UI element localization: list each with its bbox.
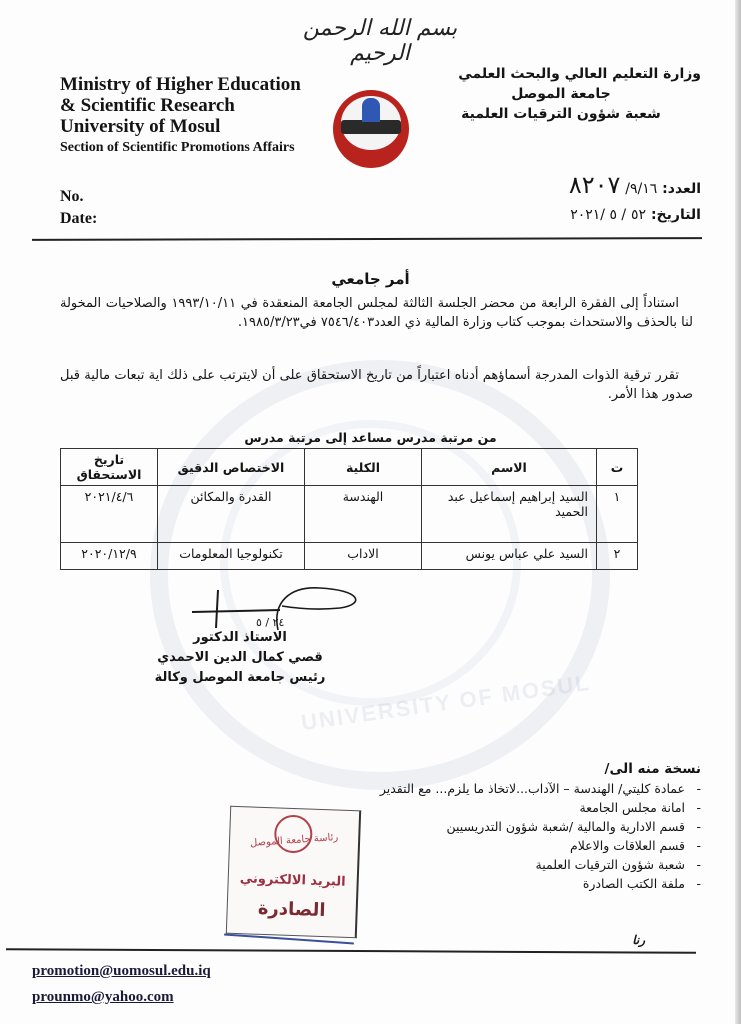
basmala: بسم الله الرحمن الرحيم: [302, 16, 458, 66]
table-caption: من مرتبة مدرس مساعد إلى مرتبة مدرس: [244, 430, 497, 445]
page-edge: [735, 0, 741, 1024]
cell-number: ٢: [597, 543, 638, 570]
cell-college: الهندسة: [305, 486, 422, 543]
university-logo: [333, 90, 409, 168]
copy-recipient: - قسم الادارية والمالية /شعبة شؤون التدريسيين: [251, 817, 701, 836]
footer-contacts: [32, 958, 211, 1010]
cell-number: ١: [597, 486, 638, 543]
col-specialty: الاختصاص الدقيق: [158, 449, 305, 486]
number-label-en: No.: [60, 188, 84, 205]
table-header-row: [61, 449, 638, 486]
cell-name: السيد إبراهيم إسماعيل عبد الحميد: [422, 486, 597, 543]
date-handwritten: ٥٢: [631, 207, 647, 223]
signatory-position: رئيس جامعة الموصل وكالة: [154, 670, 326, 685]
table-row: [61, 543, 638, 570]
cell-specialty: تكنولوجيا المعلومات: [158, 543, 305, 570]
signatory-title: الاستاذ الدكتور: [193, 630, 287, 645]
logo-tower: [362, 98, 380, 122]
number-handwritten: ٨٢٠٧: [568, 171, 621, 199]
section-name-ar: شعبة شؤون الترقيات العلمية: [461, 106, 661, 122]
outgoing-mail-stamp: [226, 806, 361, 938]
date-label-en: Date:: [60, 210, 98, 227]
cell-name: السيد علي عباس يونس: [422, 543, 597, 570]
copy-recipient: - ملفة الكتب الصادرة: [251, 874, 701, 893]
email-link-promotion[interactable]: promotion@uomosul.edu.iq: [32, 963, 211, 979]
copy-recipient: - شعبة شؤون الترقيات العلمية: [251, 855, 701, 874]
arabic-letterhead: [421, 64, 701, 124]
ministry-name-en: Ministry of Higher Education: [60, 74, 301, 95]
watermark-text: UNIVERSITY OF MOSUL: [299, 669, 593, 736]
university-name-en: University of Mosul: [60, 116, 221, 137]
header-divider: [32, 237, 702, 241]
col-name: الاسم: [422, 449, 597, 486]
col-number: ت: [597, 449, 638, 486]
signatory-name: قصي كمال الدين الاحمدي: [157, 650, 323, 665]
document-title: أمر جامعي: [331, 270, 410, 288]
date-row: [569, 202, 701, 228]
reference-labels-en: [60, 186, 97, 230]
copies-heading: نسخة منه الى/: [604, 761, 701, 777]
stamp-arc-text: رئاسة جامعة الموصل: [249, 831, 339, 850]
cell-specialty: القدرة والمكائن: [158, 486, 305, 543]
cell-college: الاداب: [305, 543, 422, 570]
date-printed: / ٥ /٢٠٢١: [570, 207, 627, 223]
handwritten-signature: [190, 582, 370, 632]
number-label-ar: العدد:: [662, 181, 701, 197]
university-name-ar: جامعة الموصل: [511, 86, 611, 102]
number-row: [569, 172, 701, 202]
ministry-name-en-cont: & Scientific Research: [60, 95, 235, 116]
email-link-yahoo[interactable]: prounmo@yahoo.com: [32, 989, 174, 1005]
paragraph-decision: تقرر ترقية الذوات المدرجة أسماؤهم أدناه اعتباراً من تاريخ الاستحقاق على أن لايترتب على ذلك اية تبعات مالية قبل صدور هذا الأمر.: [60, 368, 693, 402]
cell-due-date: ٢٠٢٠/١٢/٩: [61, 543, 158, 570]
copy-recipient: - عمادة كليتي/ الهندسة – الآداب...لاتخاذ ما يلزم... مع التقدير: [251, 779, 701, 798]
number-printed: ٩/١٦/: [625, 181, 658, 197]
signatory-block: [150, 628, 330, 688]
paragraph-authority: استناداً إلى الفقرة الرابعة من محضر الجلسة الثالثة لمجلس الجامعة المنعقدة في ١٩٩٣/١٠/١١ والصلاحيات المخولة لنا بالحذف والاستحداث بموجب كتاب وزارة المالية ذي العدد٧٥٤٦/٤٠٣ في١٩٨٥/٣/٢٣.: [60, 296, 693, 330]
cell-due-date: ٢٠٢١/٤/٦: [61, 486, 158, 543]
copy-recipient: - قسم العلاقات والاعلام: [251, 836, 701, 855]
english-letterhead: [60, 74, 301, 158]
copy-recipient: - امانة مجلس الجامعة: [251, 798, 701, 817]
date-label-ar: التاريخ:: [650, 207, 701, 223]
table-row: [61, 486, 638, 543]
signature-date: ٢٤ / ٥: [256, 616, 285, 629]
section-name-en: Section of Scientific Promotions Affairs: [60, 140, 295, 155]
col-due-date: تاريخ الاستحقاق: [61, 449, 158, 486]
promotions-table: [60, 448, 638, 570]
reference-ar: [569, 172, 701, 228]
typist-initials: رنا: [632, 933, 645, 947]
stamp-line2: الصادرة: [257, 897, 326, 922]
logo-book-band: [341, 120, 401, 134]
ministry-name-ar: وزارة التعليم العالي والبحث العلمي: [458, 66, 701, 82]
footer-divider: [6, 948, 696, 954]
col-college: الكلية: [305, 449, 422, 486]
stamp-line1: البريد الالكتروني: [239, 871, 346, 890]
